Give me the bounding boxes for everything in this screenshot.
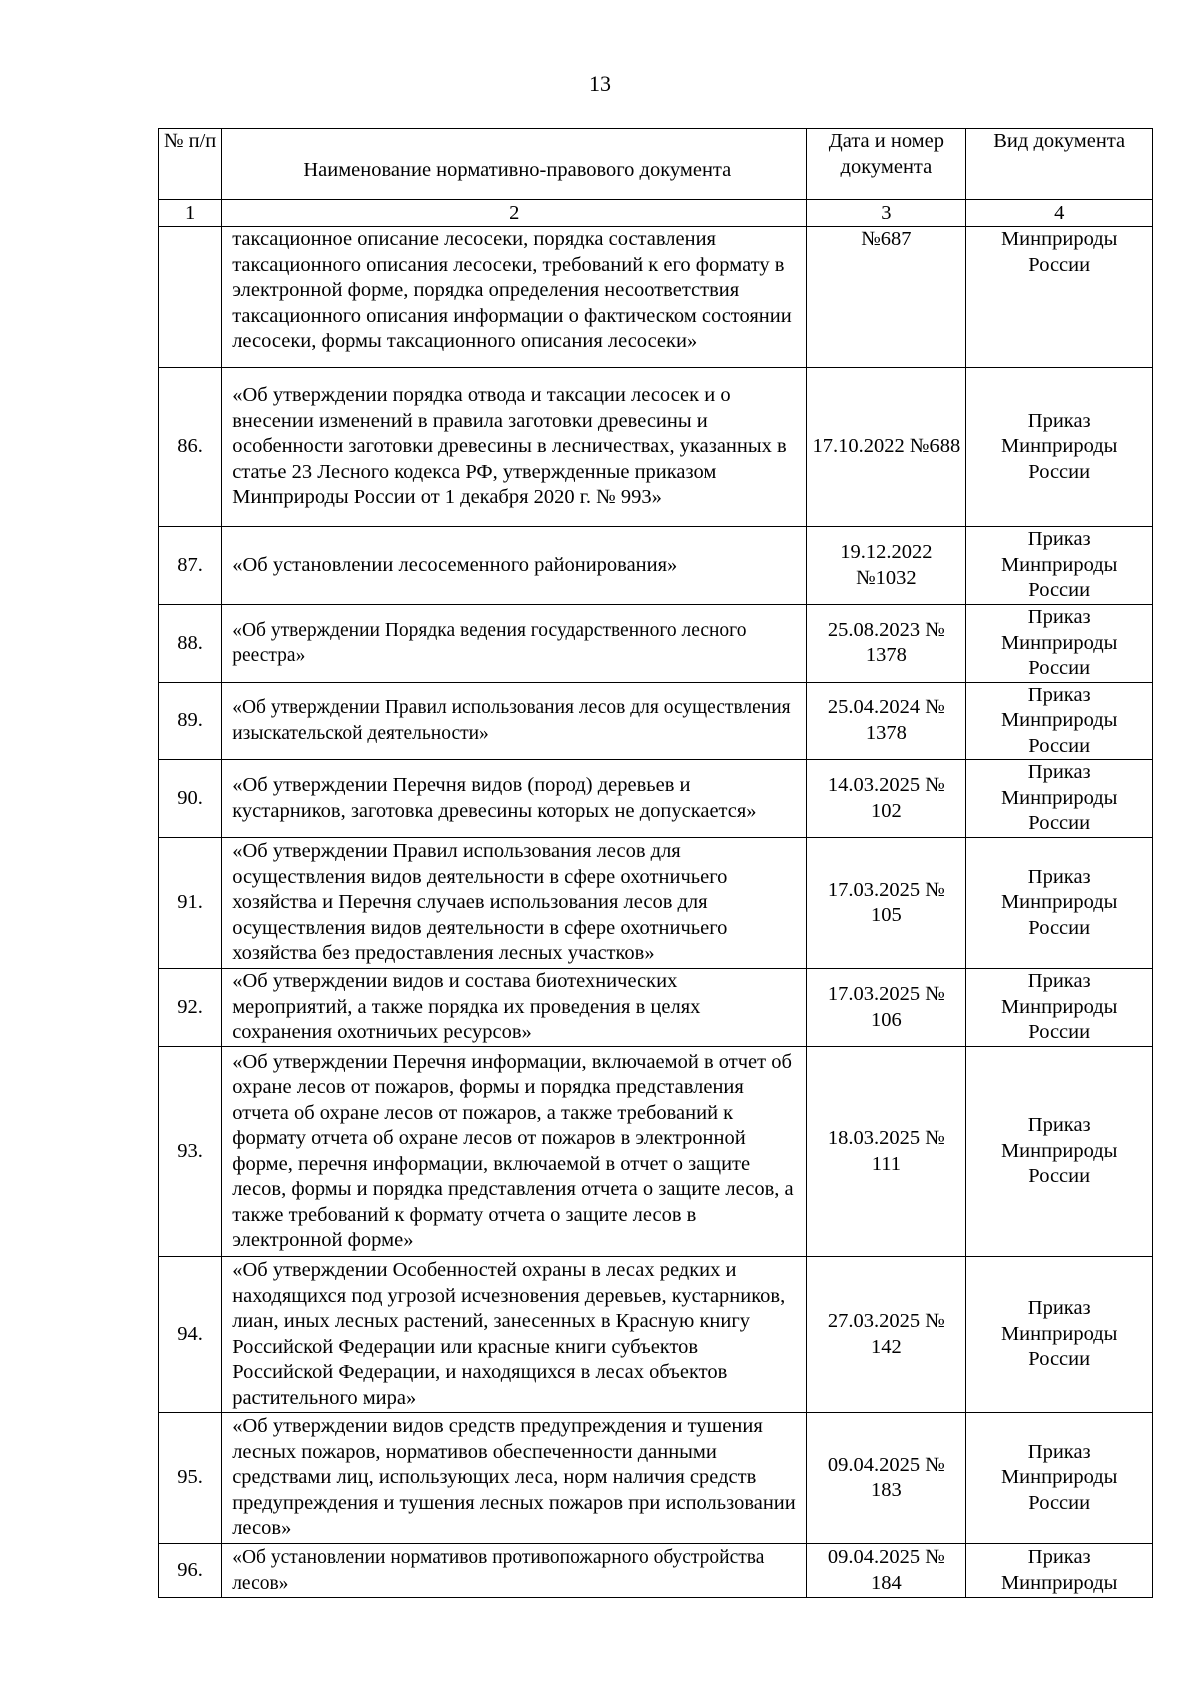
document-kind: Минприроды России xyxy=(966,227,1153,368)
documents-table xyxy=(158,128,1153,1598)
row-number: 95. xyxy=(159,1413,222,1544)
table-row xyxy=(159,682,1153,760)
row-number: 91. xyxy=(159,838,222,969)
column-index-row xyxy=(159,200,1153,227)
document-date-number: 18.03.2025 № 111 xyxy=(807,1047,966,1257)
document-name: «Об утверждении Правил использования лесов для осуществления видов деятельности в сфере охотничьего хозяйства и Перечня случаев использования лесов для осуществления видов деятельности в сфере охотничьего хозяйства без предоставления лесных участков» xyxy=(222,838,807,969)
column-index: 1 xyxy=(159,200,222,227)
document-date-number: 09.04.2025 № 184 xyxy=(807,1544,966,1598)
row-number: 86. xyxy=(159,368,222,527)
document-name: «Об установлении нормативов противопожарного обустройства лесов» xyxy=(222,1544,807,1598)
document-kind: Приказ Минприроды России xyxy=(966,527,1153,605)
document-date-number: 14.03.2025 № 102 xyxy=(807,760,966,838)
header-kind: Вид документа xyxy=(966,129,1153,200)
document-name: «Об утверждении видов средств предупреждения и тушения лесных пожаров, нормативов обеспеченности данными средствами лиц, использующих леса, норм наличия средств предупреждения и тушения лесных пожаров при использовании лесов» xyxy=(222,1413,807,1544)
page-number: 13 xyxy=(589,71,611,96)
table-row xyxy=(159,1047,1153,1257)
table-row xyxy=(159,368,1153,527)
document-kind: Приказ Минприроды России xyxy=(966,682,1153,760)
table-row xyxy=(159,227,1153,368)
document-name: «Об утверждении Перечня информации, включаемой в отчет об охране лесов от пожаров, формы и порядка представления отчета об охране лесов от пожаров, а также требований к формату отчета об охране лесов от пожаров в электронной форме, перечня информации, включаемой в отчет о защите лесов, формы и порядка представления отчета о защите лесов, а также требований к формату отчета о защите лесов в электронной форме» xyxy=(222,1047,807,1257)
row-number: 88. xyxy=(159,605,222,683)
row-number: 93. xyxy=(159,1047,222,1257)
document-date-number: 09.04.2025 № 183 xyxy=(807,1413,966,1544)
document-name: «Об установлении лесосеменного районирования» xyxy=(222,527,807,605)
table-row xyxy=(159,969,1153,1047)
table-row xyxy=(159,605,1153,683)
column-index: 3 xyxy=(807,200,966,227)
document-kind: Приказ Минприроды России xyxy=(966,838,1153,969)
document-name: «Об утверждении Правил использования лесов для осуществления изыскательской деятельности» xyxy=(222,682,807,760)
document-date-number: №687 xyxy=(807,227,966,368)
document-date-number: 17.10.2022 №688 xyxy=(807,368,966,527)
table-row xyxy=(159,527,1153,605)
document-name: «Об утверждении Особенностей охраны в лесах редких и находящихся под угрозой исчезновения деревьев, кустарников, лиан, иных лесных растений, занесенных в Красную книгу Российской Федерации или красные книги субъектов Российской Федерации, и находящихся в лесах объектов растительного мира» xyxy=(222,1257,807,1413)
document-kind: Приказ Минприроды России xyxy=(966,1413,1153,1544)
document-date-number: 27.03.2025 № 142 xyxy=(807,1257,966,1413)
document-kind: Приказ Минприроды России xyxy=(966,760,1153,838)
row-number: 89. xyxy=(159,682,222,760)
header-name: Наименование нормативно-правового документа xyxy=(222,129,807,200)
table-header-row xyxy=(159,129,1153,200)
header-date: Дата и номер документа xyxy=(807,129,966,200)
row-number: 94. xyxy=(159,1257,222,1413)
document-name: «Об утверждении Порядка ведения государственного лесного реестра» xyxy=(222,605,807,683)
row-number xyxy=(159,227,222,368)
document-kind: Приказ Минприроды России xyxy=(966,1257,1153,1413)
row-number: 92. xyxy=(159,969,222,1047)
document-kind: Приказ Минприроды России xyxy=(966,368,1153,527)
document-date-number: 19.12.2022 №1032 xyxy=(807,527,966,605)
column-index: 4 xyxy=(966,200,1153,227)
document-date-number: 25.04.2024 № 1378 xyxy=(807,682,966,760)
table-row xyxy=(159,1257,1153,1413)
row-number: 90. xyxy=(159,760,222,838)
header-num: № п/п xyxy=(159,129,222,200)
column-index: 2 xyxy=(222,200,807,227)
document-name: «Об утверждении видов и состава биотехнических мероприятий, а также порядка их проведения в целях сохранения охотничьих ресурсов» xyxy=(222,969,807,1047)
document-name: «Об утверждении порядка отвода и таксации лесосек и о внесении изменений в правила заготовки древесины и особенности заготовки древесины в лесничествах, указанных в статье 23 Лесного кодекса РФ, утвержденные приказом Минприроды России от 1 декабря 2020 г. № 993» xyxy=(222,368,807,527)
row-number: 96. xyxy=(159,1544,222,1598)
document-date-number: 17.03.2025 № 105 xyxy=(807,838,966,969)
row-number: 87. xyxy=(159,527,222,605)
document-date-number: 25.08.2023 № 1378 xyxy=(807,605,966,683)
document-name: «Об утверждении Перечня видов (пород) деревьев и кустарников, заготовка древесины которых не допускается» xyxy=(222,760,807,838)
document-kind: Приказ Минприроды России xyxy=(966,1047,1153,1257)
document-kind: Приказ Минприроды России xyxy=(966,605,1153,683)
document-date-number: 17.03.2025 № 106 xyxy=(807,969,966,1047)
table-row xyxy=(159,760,1153,838)
table-row xyxy=(159,838,1153,969)
document-kind: Приказ Минприроды xyxy=(966,1544,1153,1598)
document-kind: Приказ Минприроды России xyxy=(966,969,1153,1047)
table-row xyxy=(159,1544,1153,1598)
table-row xyxy=(159,1413,1153,1544)
document-name: таксационное описание лесосеки, порядка составления таксационного описания лесосеки, требований к его формату в электронной форме, порядка определения несоответствия таксационного описания информации о фактическом состоянии лесосеки, формы таксационного описания лесосеки» xyxy=(222,227,807,368)
